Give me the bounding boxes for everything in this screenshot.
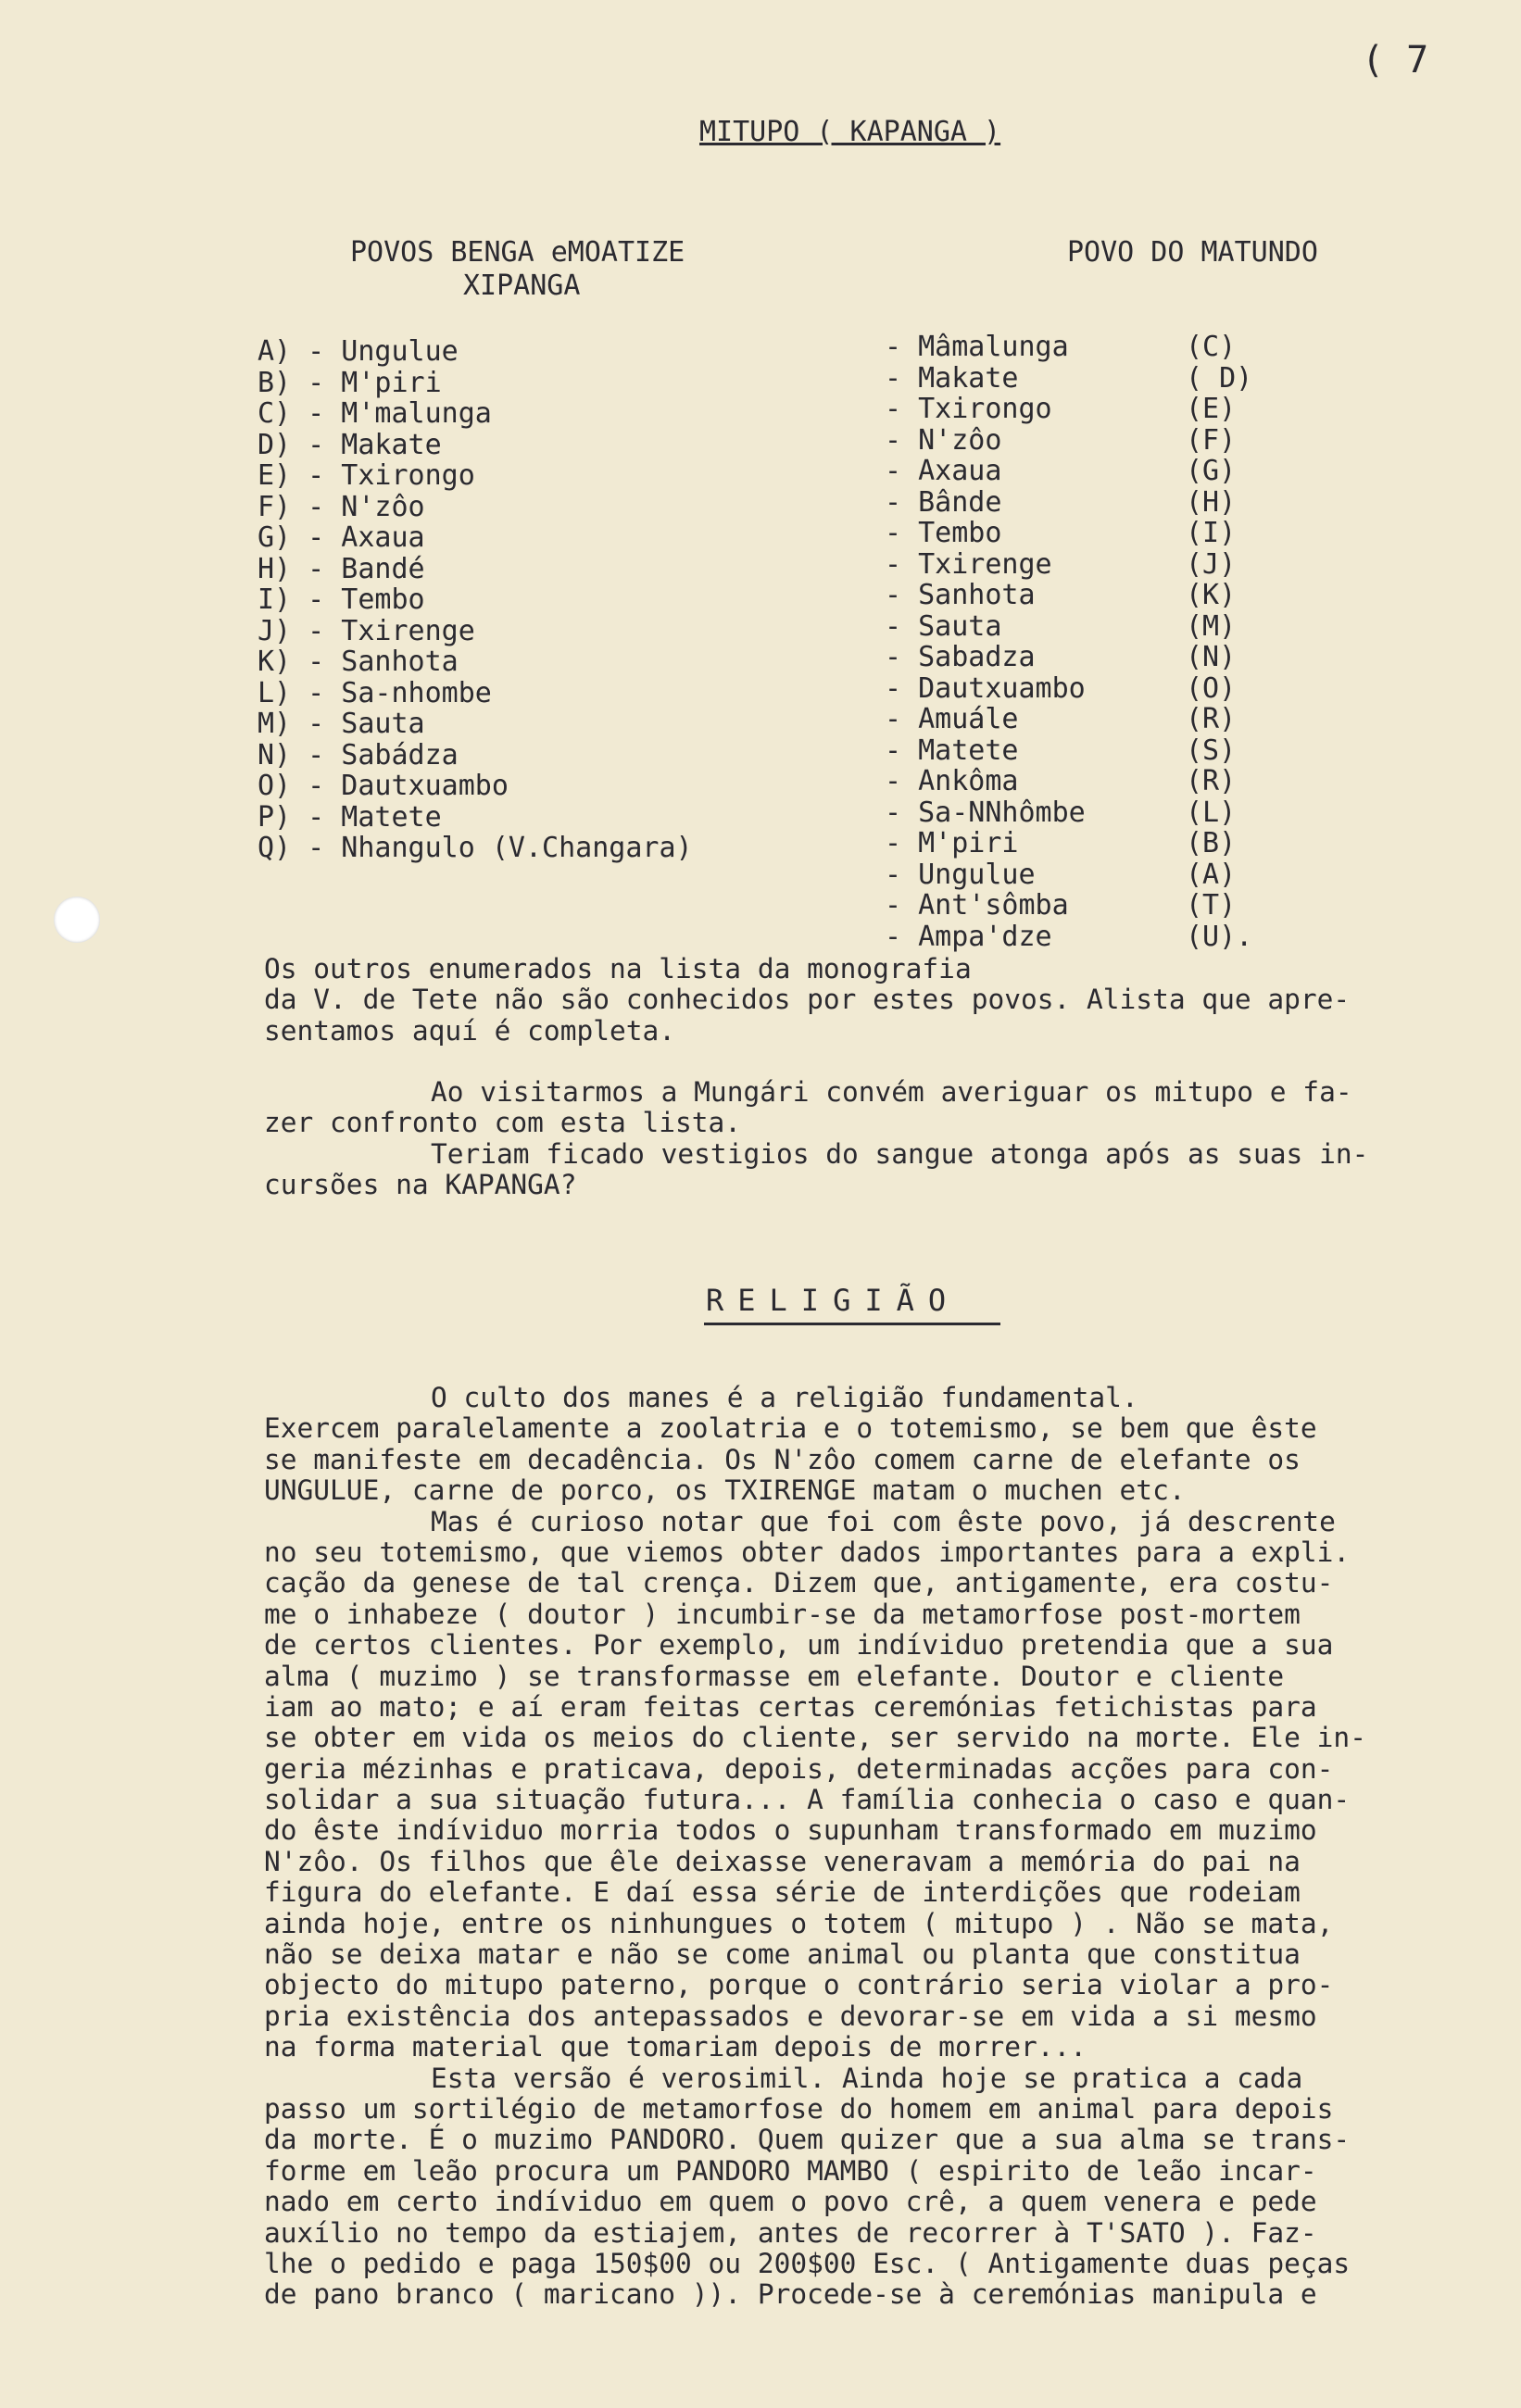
section-heading-underline (704, 1323, 1000, 1325)
list-item-code: (K) (1186, 579, 1237, 611)
list-item: - Sanhota (885, 579, 1036, 611)
list-item: D) - Makate (258, 428, 442, 461)
text-line: Exercem paralelamente a zoolatria e o totemismo, se bem que êste (264, 1412, 1317, 1445)
list-item: - Axaua (885, 455, 1002, 487)
text-line: me o inhabeze ( doutor ) incumbir-se da metamorfose post-mortem (264, 1598, 1301, 1630)
left-column-header-line-2: XIPANGA (463, 270, 581, 302)
text-line: lhe o pedido e paga 150$00 ou 200$00 Esc. ( Antigamente duas peças (264, 2247, 1351, 2279)
list-item: K) - Sanhota (258, 646, 459, 678)
right-code-list (1186, 332, 1252, 952)
text-line: UNGULUE, carne de porco, os TXIRENGE matam o muchen etc. (264, 1474, 1186, 1507)
text-line: figura do elefante. E daí essa série de interdições que rodeiam (264, 1876, 1301, 1909)
list-item: - Sabadza (885, 641, 1036, 673)
list-item: H) - Bandé (258, 552, 425, 585)
list-item: - Bânde (885, 485, 1002, 519)
list-item: J) - Txirenge (258, 614, 475, 647)
text-line: objecto do mitupo paterno, porque o contrário seria violar a pro- (264, 1969, 1334, 2001)
list-item: G) - Axaua (258, 521, 425, 554)
text-line: forme em leão procura um PANDORO MAMBO ( espirito de leão incar- (264, 2154, 1317, 2187)
list-item: I) - Tembo (258, 583, 425, 616)
list-item: E) - Txirongo (258, 459, 475, 492)
list-item-code: (T) (1186, 889, 1237, 922)
list-item-code: (U). (1186, 920, 1253, 953)
list-item: M) - Sauta (258, 708, 425, 740)
paragraph-religion (264, 1383, 1482, 2311)
list-item: - Matete (885, 734, 1019, 767)
text-line: cação da genese de tal crença. Dizem que, antigamente, era costu- (264, 1567, 1334, 1599)
list-item: - Makate (885, 361, 1019, 395)
list-item: C) - M'malunga (258, 397, 492, 430)
paragraph-list-note (264, 954, 1482, 1047)
list-item: - Ant'sômba (885, 889, 1069, 922)
list-item: - Sa-NNhômbe (885, 796, 1086, 829)
list-item: - Ampa'dze (885, 920, 1052, 953)
text-line: nado em certo indíviduo em quem o povo crê, a quem venera e pede (264, 2186, 1317, 2218)
text-line: da morte. É o muzimo PANDORO. Quem quizer que a sua alma se trans- (264, 2124, 1351, 2156)
list-item-code: (I) (1186, 517, 1237, 549)
list-item-code: (R) (1186, 765, 1237, 797)
text-line: se obter em vida os meios do cliente, ser servido na morte. Ele in- (264, 1722, 1366, 1754)
list-item: L) - Sa-nhombe (258, 676, 492, 709)
list-item: P) - Matete (258, 800, 442, 834)
list-item: - Txirongo (885, 393, 1052, 425)
text-line: iam ao mato; e aí eram feitas certas ceremónias fetichistas para (264, 1690, 1317, 1723)
text-line: se manifeste em decadência. Os N'zôo comem carne de elefante os (264, 1443, 1301, 1475)
text-line: de pano branco ( maricano )). Procede-se à ceremónias manipula e (264, 2278, 1317, 2311)
text-line: alma ( muzimo ) se transformasse em elefante. Doutor e cliente (264, 1660, 1285, 1692)
list-item: - Mâmalunga (885, 331, 1069, 363)
text-line: N'zôo. Os filhos que êle deixasse veneravam a memória do pai na (264, 1845, 1301, 1877)
list-item-code: (N) (1186, 641, 1237, 673)
page-title: MITUPO ( KAPANGA ) (699, 116, 1001, 148)
section-heading-religiao: RELIGIÃO (706, 1283, 961, 1318)
text-line: Mas é curioso notar que foi com êste povo, já descrente (431, 1505, 1336, 1537)
list-item: - Sauta (885, 609, 1002, 643)
list-item-code: (E) (1186, 393, 1237, 425)
text-line: ainda hoje, entre os ninhungues o totem ( mitupo ) . Não se mata, (264, 1907, 1334, 1939)
left-clan-list (258, 336, 693, 864)
list-item: - Txirenge (885, 547, 1052, 581)
list-item: - M'piri (885, 827, 1019, 859)
text-line: do êste indíviduo morria todos o supunham transformado em muzimo (264, 1814, 1317, 1847)
list-item-code: (R) (1186, 703, 1237, 735)
text-line: na forma material que tomariam depois de morrer... (264, 2031, 1087, 2063)
list-item-code: (L) (1186, 796, 1237, 829)
text-line: Teriam ficado vestigios do sangue atonga após as suas in- (431, 1137, 1369, 1170)
list-item: F) - N'zôo (258, 490, 425, 523)
text-line: Ao visitarmos a Mungári convém averiguar os mitupo e fa- (431, 1076, 1352, 1108)
text-line: da V. de Tete não são conhecidos por estes povos. Alista que apre- (264, 984, 1351, 1016)
list-item-code: (M) (1186, 609, 1237, 643)
list-item-code: (F) (1186, 423, 1237, 457)
left-column-header-line-1: POVOS BENGA eMOATIZE (350, 236, 685, 269)
list-item: Q) - Nhangulo (V.Changara) (258, 832, 693, 864)
text-line: no seu totemismo, que viemos obter dados importantes para a expli. (264, 1536, 1351, 1568)
list-item: - Dautxuambo (885, 671, 1086, 705)
text-line: não se deixa matar e não se come animal ou planta que constitua (264, 1938, 1301, 1971)
list-item: - Amuále (885, 703, 1019, 735)
list-item: B) - M'piri (258, 366, 442, 399)
list-item-code: (J) (1186, 547, 1237, 581)
text-line: geria mézinhas e praticava, depois, determinadas acções para con- (264, 1752, 1334, 1785)
text-line: sentamos aquí é completa. (264, 1014, 676, 1047)
paragraph-mungari (264, 1077, 1482, 1201)
text-line: solidar a sua situação futura... A família conhecia o caso e quan- (264, 1784, 1351, 1816)
text-line: cursões na KAPANGA? (264, 1169, 577, 1201)
text-line: de certos clientes. Por exemplo, um indíviduo pretendia que a sua (264, 1629, 1334, 1662)
list-item: - N'zôo (885, 423, 1002, 457)
text-line: zer confronto com esta lista. (264, 1107, 742, 1139)
list-item-code: (G) (1186, 455, 1237, 487)
text-line: auxílio no tempo da estiajem, antes de recorrer à T'SATO ). Faz- (264, 2216, 1317, 2249)
list-item: A) - Ungulue (258, 335, 459, 368)
list-item: - Tembo (885, 517, 1002, 549)
list-item-code: (H) (1186, 485, 1237, 519)
text-line: Os outros enumerados na lista da monografia (264, 953, 972, 985)
list-item-code: (A) (1186, 858, 1237, 891)
list-item-code: (O) (1186, 671, 1237, 705)
text-line: O culto dos manes é a religião fundamental. (431, 1382, 1138, 1413)
list-item-code: ( D) (1186, 361, 1253, 395)
list-item-code: (S) (1186, 734, 1237, 767)
list-item-code: (C) (1186, 331, 1237, 363)
list-item: - Ungulue (885, 858, 1036, 891)
page-number: ( 7 (1362, 39, 1429, 82)
text-line: Esta versão é verosimil. Ainda hoje se pratica a cada (431, 2062, 1303, 2094)
punch-hole (54, 897, 100, 943)
list-item: O) - Dautxuambo (258, 770, 509, 802)
list-item-code: (B) (1186, 827, 1237, 859)
right-clan-list (885, 332, 1086, 952)
right-column-header: POVO DO MATUNDO (1067, 236, 1318, 269)
list-item: - Ankôma (885, 765, 1019, 797)
text-line: pria existência dos antepassados e devorar-se em vida a si mesmo (264, 2000, 1317, 2032)
list-item: N) - Sabádza (258, 738, 459, 771)
text-line: passo um sortilégio de metamorfose do homem em animal para depois (264, 2092, 1334, 2125)
